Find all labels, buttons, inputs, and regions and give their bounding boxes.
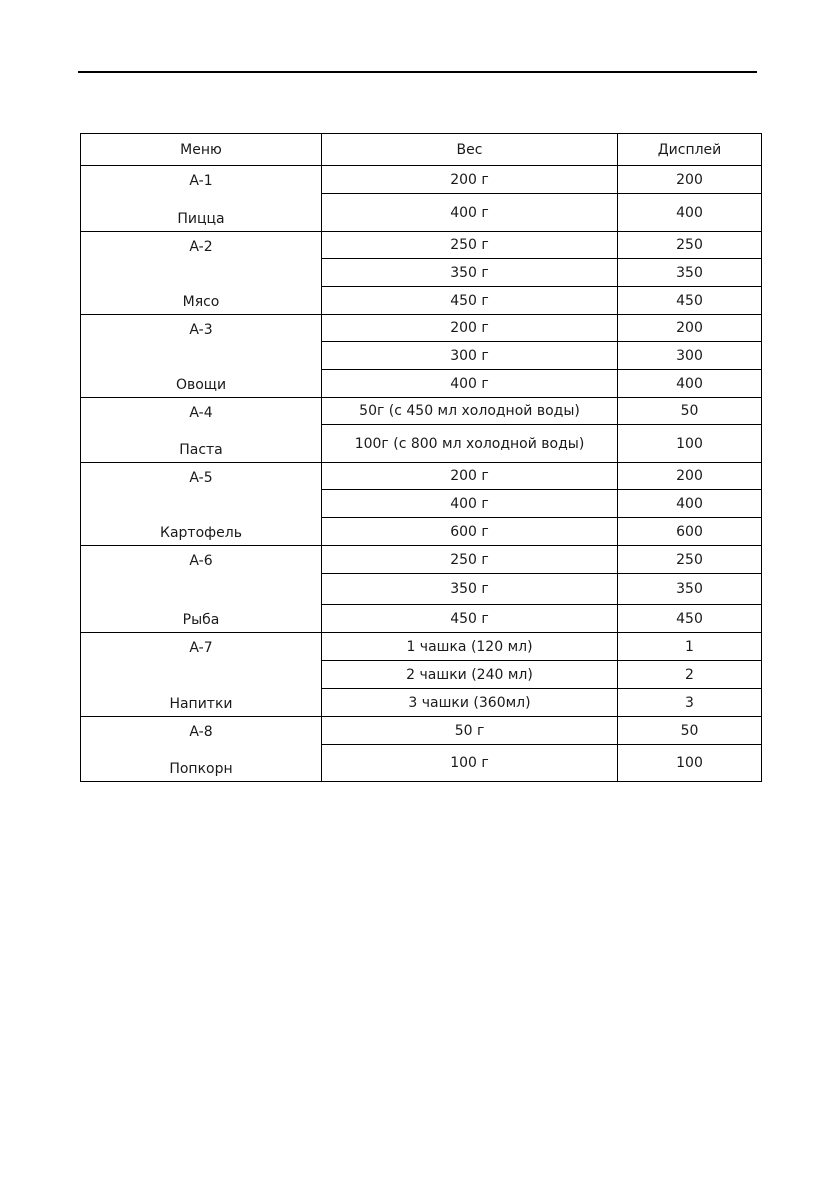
display-cell: 200 [618,166,762,194]
weight-cell: 200 г [322,166,618,194]
table-row [81,717,762,745]
weight-cell: 300 г [322,342,618,370]
display-cell: 1 [618,633,762,661]
table-row [81,633,762,661]
display-cell: 50 [618,398,762,425]
menu-name: Картофель [160,524,242,541]
menu-table [80,133,762,782]
menu-name: Мясо [182,293,220,310]
menu-cell [81,166,322,232]
display-cell: 350 [618,259,762,287]
display-cell: 200 [618,315,762,342]
menu-cell [81,232,322,315]
header-weight: Вес [322,134,618,166]
table-row [81,232,762,259]
weight-cell: 400 г [322,194,618,232]
table-row [81,463,762,490]
menu-code: A-4 [189,404,213,421]
weight-cell: 100г (с 800 мл холодной воды) [322,425,618,463]
table-body [81,166,762,782]
menu-name: Овощи [175,376,227,393]
display-cell: 50 [618,717,762,745]
display-cell: 200 [618,463,762,490]
header-rule [78,71,757,73]
menu-code: A-5 [189,469,213,486]
weight-cell: 50 г [322,717,618,745]
display-cell: 100 [618,425,762,463]
menu-code: A-3 [189,321,213,338]
display-cell: 100 [618,745,762,782]
display-cell: 3 [618,689,762,717]
table-row [81,315,762,342]
menu-cell [81,463,322,546]
menu-code: A-1 [189,172,213,189]
menu-cell [81,717,322,782]
menu-name: Рыба [182,611,220,628]
display-cell: 300 [618,342,762,370]
display-cell: 350 [618,574,762,605]
display-cell: 450 [618,605,762,633]
weight-cell: 50г (с 450 мл холодной воды) [322,398,618,425]
header-row [81,134,762,166]
weight-cell: 100 г [322,745,618,782]
menu-cell [81,315,322,398]
menu-cell [81,398,322,463]
weight-cell: 600 г [322,518,618,546]
weight-cell: 2 чашки (240 мл) [322,661,618,689]
header-menu: Меню [81,134,322,166]
weight-cell: 250 г [322,546,618,574]
display-cell: 400 [618,194,762,232]
menu-code: A-7 [189,639,213,656]
menu-name: Пицца [177,210,225,227]
display-cell: 2 [618,661,762,689]
menu-code: A-6 [189,552,213,569]
weight-cell: 200 г [322,315,618,342]
display-cell: 250 [618,232,762,259]
display-cell: 400 [618,370,762,398]
weight-cell: 3 чашки (360мл) [322,689,618,717]
menu-cell [81,546,322,633]
table-row [81,546,762,574]
weight-cell: 250 г [322,232,618,259]
display-cell: 600 [618,518,762,546]
weight-cell: 450 г [322,605,618,633]
menu-name: Попкорн [169,760,233,777]
weight-cell: 450 г [322,287,618,315]
menu-code: A-8 [189,723,213,740]
weight-cell: 400 г [322,490,618,518]
menu-code: A-2 [189,238,213,255]
menu-table-container [80,133,761,782]
table-row [81,398,762,425]
display-cell: 400 [618,490,762,518]
menu-name: Напитки [169,695,233,712]
weight-cell: 400 г [322,370,618,398]
weight-cell: 200 г [322,463,618,490]
weight-cell: 350 г [322,574,618,605]
display-cell: 450 [618,287,762,315]
weight-cell: 350 г [322,259,618,287]
menu-name: Паста [179,441,223,458]
weight-cell: 1 чашка (120 мл) [322,633,618,661]
menu-cell [81,633,322,717]
table-row [81,166,762,194]
display-cell: 250 [618,546,762,574]
header-display: Дисплей [618,134,762,166]
